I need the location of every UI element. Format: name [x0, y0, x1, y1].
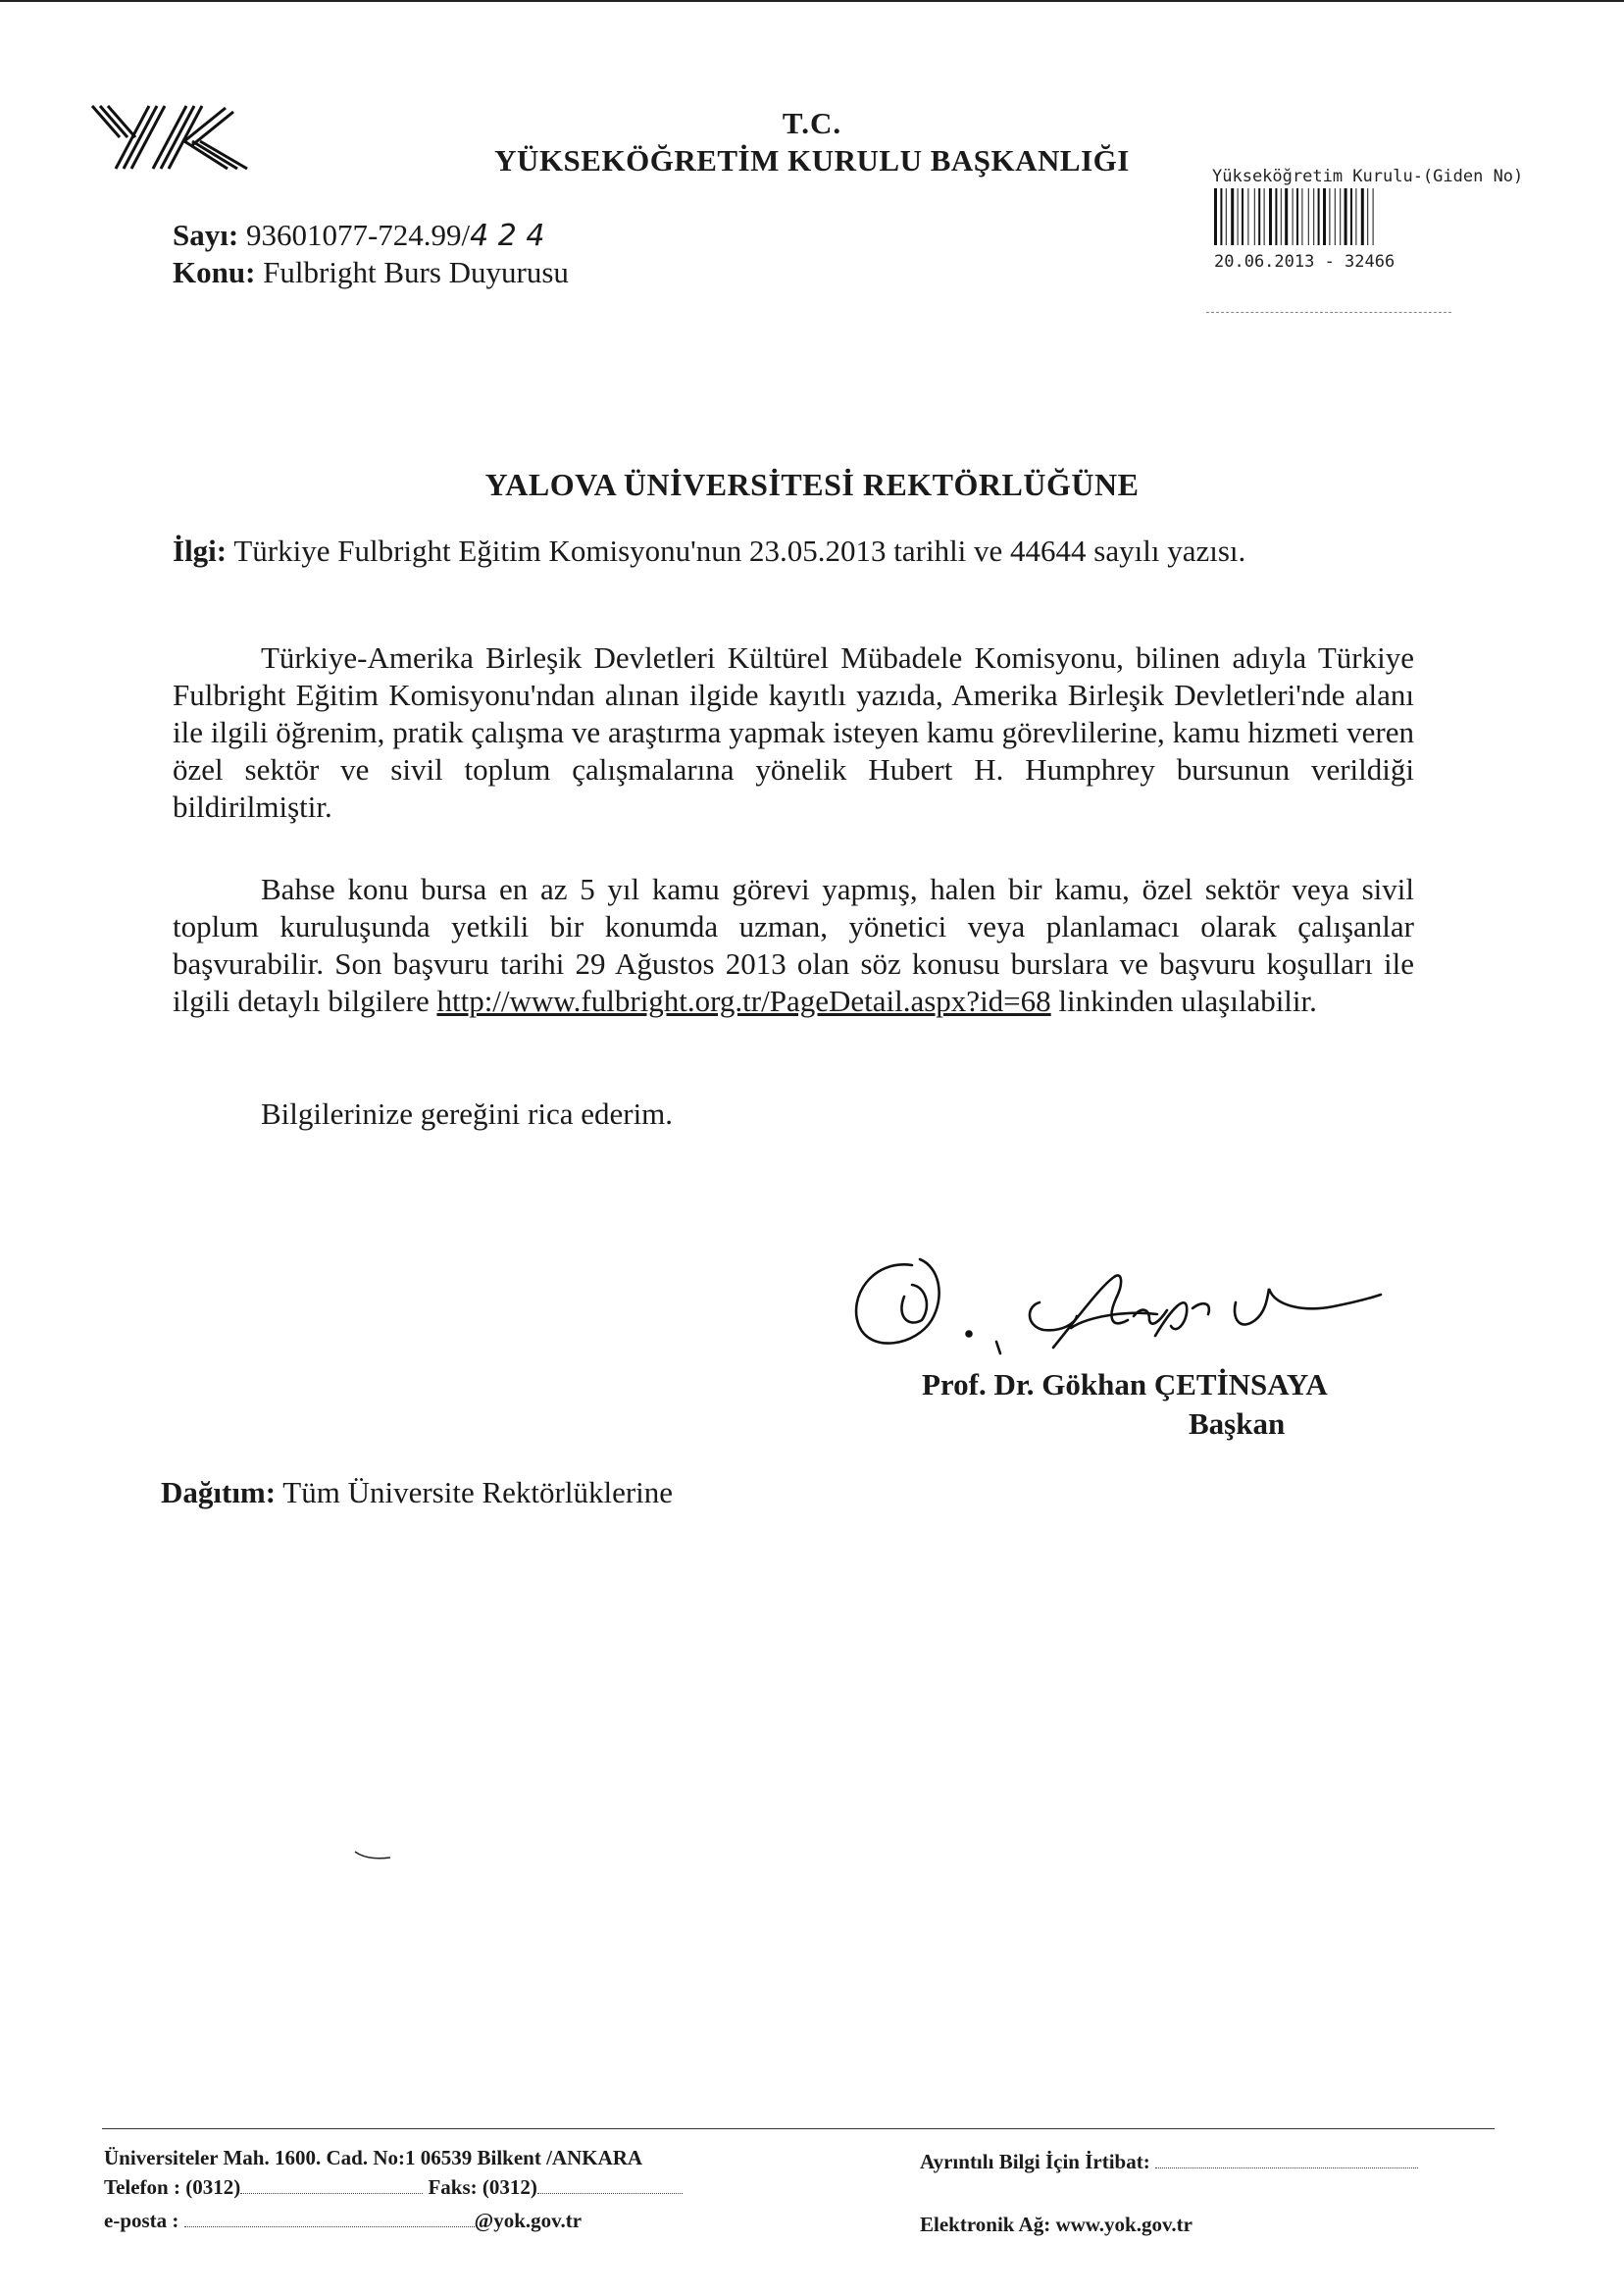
barcode-bar — [1323, 188, 1326, 245]
footer-contact-label: Ayrıntılı Bilgi İçin İrtibat: — [920, 2150, 1150, 2173]
handwritten-signature-icon — [843, 1238, 1393, 1375]
closing-line: Bilgilerinize gereğini rica ederim. — [261, 1096, 674, 1131]
barcode-bar — [1275, 188, 1277, 245]
barcode-bar — [1296, 188, 1298, 245]
contact-dots — [1155, 2167, 1418, 2168]
email-dots — [184, 2226, 475, 2227]
barcode-bar — [1340, 188, 1341, 245]
barcode-bar — [1345, 188, 1347, 245]
footer-email-domain: @yok.gov.tr — [474, 2209, 583, 2232]
footer-divider — [102, 2128, 1495, 2129]
footer-phone-label: Telefon : (0312) — [104, 2175, 241, 2199]
addressee: YALOVA ÜNİVERSİTESİ REKTÖRLÜĞÜNE — [484, 467, 1140, 502]
barcode-bar — [1231, 188, 1234, 245]
paragraph-2-text: Bahse konu bursa en az 5 yıl kamu görevi yapmış, halen bir kamu, özel sektör veya sivil toplum kuruluşunda yetkili bir konumda uzman, yönetici veya planlamacı olarak çalışanlar başvurabilir. Son başvuru tarihi 29 Ağustos 2013 olan söz konusu burslara ve başvuru koşulları ile ilgili detaylı bilgilere — [173, 872, 1414, 1018]
barcode-bar — [1264, 188, 1265, 245]
barcode-bar — [1258, 188, 1260, 245]
sayi-line — [173, 218, 569, 253]
footer-email-label: e-posta : — [104, 2209, 179, 2232]
barcode-bar — [1301, 188, 1302, 245]
paragraph-2-tail: linkinden ulaşılabilir. — [1050, 984, 1317, 1018]
stray-pen-mark-icon — [353, 1850, 392, 1861]
body-paragraph-2 — [173, 871, 1414, 1020]
barcode-bar — [1355, 188, 1356, 245]
barcode-bar — [1285, 188, 1288, 245]
barcode-bar — [1367, 188, 1368, 245]
barcode-top-text: Yükseköğretim Kurulu-(Giden No) — [1212, 167, 1524, 186]
distribution-label: Dağıtım: — [161, 1475, 277, 1509]
top-border-line — [0, 0, 1624, 2]
sayi-handwritten: 4 2 4 — [470, 219, 545, 253]
footer-fax-label: Faks: (0312) — [428, 2175, 537, 2199]
barcode-bar — [1269, 188, 1272, 245]
signer-title: Başkan — [1189, 1406, 1286, 1441]
footer-address: Üniversiteler Mah. 1600. Cad. No:1 06539 Bilkent /ANKARA — [104, 2146, 643, 2169]
barcode-stamp — [1212, 167, 1595, 272]
state-header: T.C. — [782, 106, 842, 140]
barcode-bar — [1238, 188, 1239, 245]
barcode-bar — [1350, 188, 1352, 245]
konu-line — [173, 255, 569, 290]
barcode-bar — [1318, 188, 1320, 245]
barcode-bar — [1329, 188, 1330, 245]
fulbright-link[interactable]: http://www.fulbright.org.tr/PageDetail.aspx?id=68 — [436, 984, 1051, 1018]
barcode-bar — [1335, 188, 1336, 245]
phone-dots — [240, 2193, 423, 2194]
barcode-bar — [1242, 188, 1243, 245]
barcode-bar — [1220, 188, 1222, 245]
body-paragraph-1: Türkiye-Amerika Birleşik Devletleri Kültürel Mübadele Komisyonu, bilinen adıyla Türkiye Fulbright Eğitim Komisyonu'ndan alınan ilgide kayıtlı yazıda, Amerika Birleşik Devletleri'nde alanı ile ilgili öğrenim, pratik çalışma ve araştırma yapmak isteyen kamu görevlilerine, kamu hizmeti veren özel sektör ve sivil toplum çalışmalarına yönelik Hubert H. Humphrey bursunun verildiği bildirilmiştir. — [173, 640, 1414, 824]
ilgi-label: İlgi: — [173, 534, 228, 568]
reference-block — [173, 218, 569, 290]
barcode-bar — [1281, 188, 1282, 245]
signer-name: Prof. Dr. Gökhan ÇETİNSAYA — [922, 1367, 1328, 1402]
barcode-bar — [1373, 188, 1374, 245]
barcode-bar — [1313, 188, 1314, 245]
institution-header: YÜKSEKÖĞRETİM KURULU BAŞKANLIĞI — [494, 143, 1130, 178]
footer-web: Elektronik Ağ: www.yok.gov.tr — [920, 2213, 1193, 2236]
barcode-bar — [1247, 188, 1248, 245]
distribution-line — [161, 1475, 673, 1510]
ilgi-text: Türkiye Fulbright Eğitim Komisyonu'nun 23.05.2013 tarihli ve 44644 sayılı yazısı. — [233, 534, 1246, 568]
ilgi-line — [173, 534, 1245, 569]
konu-value: Fulbright Burs Duyurusu — [263, 255, 569, 289]
barcode-bottom-text: 20.06.2013 - 32466 — [1214, 252, 1396, 272]
footer-contact-row — [920, 2150, 1418, 2174]
barcode-bar — [1254, 188, 1255, 245]
barcode-divider — [1206, 312, 1451, 313]
konu-label: Konu: — [173, 255, 256, 289]
sayi-value: 93601077-724.99/ — [245, 218, 471, 252]
footer-phone-row — [104, 2175, 683, 2200]
barcode-icon — [1214, 188, 1453, 245]
barcode-bar — [1293, 188, 1294, 245]
barcode-bar — [1226, 188, 1227, 245]
footer-email-row — [104, 2209, 582, 2233]
barcode-bar — [1361, 188, 1364, 245]
barcode-bar — [1214, 188, 1217, 245]
fax-dots — [537, 2193, 683, 2194]
sayi-label: Sayı: — [173, 218, 239, 252]
barcode-bar — [1308, 188, 1309, 245]
distribution-value: Tüm Üniversite Rektörlüklerine — [282, 1475, 674, 1509]
